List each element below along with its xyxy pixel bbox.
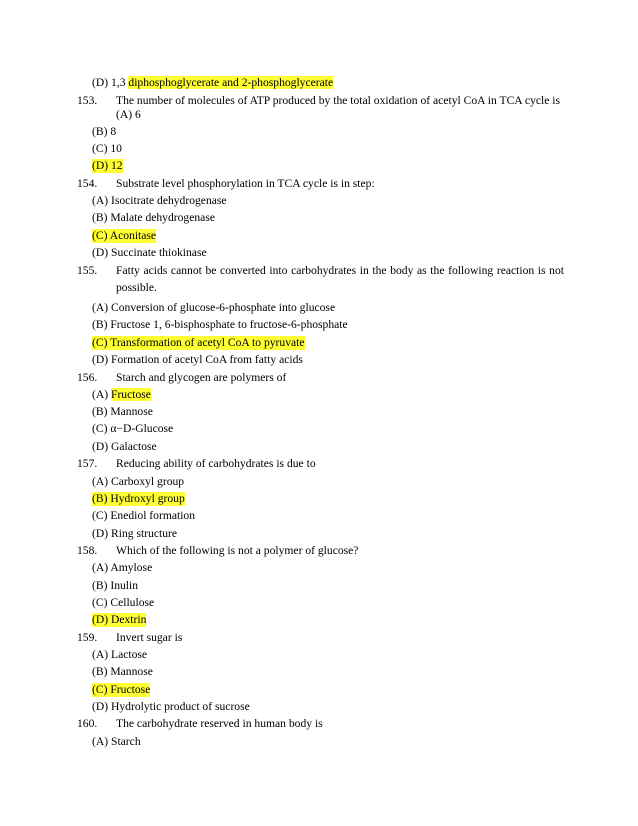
option-c-153: (C) 10 [92, 142, 122, 155]
option-c-157: (C) Enediol formation [92, 509, 196, 522]
option-d-156: (D) Galactose [92, 440, 157, 453]
option-b-155: (B) Fructose 1, 6-bisphosphate to fructose-6-phosphate [92, 318, 348, 331]
option-d-152 [92, 76, 333, 90]
option-a-155: (A) Conversion of glucose-6-phosphate into glucose [92, 301, 336, 314]
option-prefix: (D) 1,3 [92, 76, 129, 89]
option-c-154-answer: (C) Aconitase [92, 229, 157, 242]
option-c-158: (C) Cellulose [92, 596, 155, 609]
option-d-154: (D) Succinate thiokinase [92, 246, 207, 259]
question-number-156: 156. [77, 371, 98, 384]
question-text-158: Which of the following is not a polymer of glucose? [116, 544, 359, 557]
option-d-158-answer: (D) Dextrin [92, 613, 147, 626]
question-number-153: 153. [77, 94, 98, 107]
option-d-153-answer: (D) 12 [92, 159, 123, 172]
option-d-159: (D) Hydrolytic product of sucrose [92, 700, 250, 713]
option-a-160: (A) Starch [92, 735, 141, 748]
highlighted-answer: Fructose [111, 388, 151, 401]
option-b-157-answer: (B) Hydroxyl group [92, 492, 185, 505]
option-c-156: (C) α−D-Glucose [92, 422, 174, 435]
option-b-159: (B) Mannose [92, 665, 153, 678]
option-a-158: (A) Amylose [92, 561, 153, 574]
option-a-154: (A) Isocitrate dehydrogenase [92, 194, 227, 207]
question-text-153: The number of molecules of ATP produced by the total oxidation of acetyl CoA in TCA cycle is [116, 94, 561, 107]
question-number-154: 154. [77, 177, 98, 190]
question-number-159: 159. [77, 631, 98, 644]
option-b-158: (B) Inulin [92, 579, 139, 592]
question-number-157: 157. [77, 457, 98, 470]
question-number-155: 155. [77, 264, 98, 277]
option-a-159: (A) Lactose [92, 648, 148, 661]
option-d-155: (D) Formation of acetyl CoA from fatty acids [92, 353, 303, 366]
option-c-159-answer: (C) Fructose [92, 683, 151, 696]
option-b-154: (B) Malate dehydrogenase [92, 211, 215, 224]
option-b-153: (B) 8 [92, 125, 117, 138]
question-number-158: 158. [77, 544, 98, 557]
question-text-155-line1: Fatty acids cannot be converted into carbohydrates in the body as the following reaction is not [116, 264, 564, 277]
question-text-157: Reducing ability of carbohydrates is due to [116, 457, 316, 470]
option-b-156: (B) Mannose [92, 405, 153, 418]
option-a-157: (A) Carboxyl group [92, 475, 185, 488]
option-d-157: (D) Ring structure [92, 527, 178, 540]
question-text-156: Starch and glycogen are polymers of [116, 371, 287, 384]
question-text-155-line2: possible. [116, 281, 157, 294]
question-text-160: The carbohydrate reserved in human body is [116, 717, 323, 730]
option-a-156 [92, 388, 151, 402]
option-a-153: (A) 6 [116, 108, 141, 121]
question-number-160: 160. [77, 717, 98, 730]
option-prefix: (A) [92, 388, 111, 401]
question-text-159: Invert sugar is [116, 631, 183, 644]
option-c-155-answer: (C) Transformation of acetyl CoA to pyruvate [92, 336, 305, 349]
highlighted-answer: diphosphoglycerate and 2-phosphoglycerate [128, 76, 334, 89]
question-text-154: Substrate level phosphorylation in TCA cycle is in step: [116, 177, 375, 190]
